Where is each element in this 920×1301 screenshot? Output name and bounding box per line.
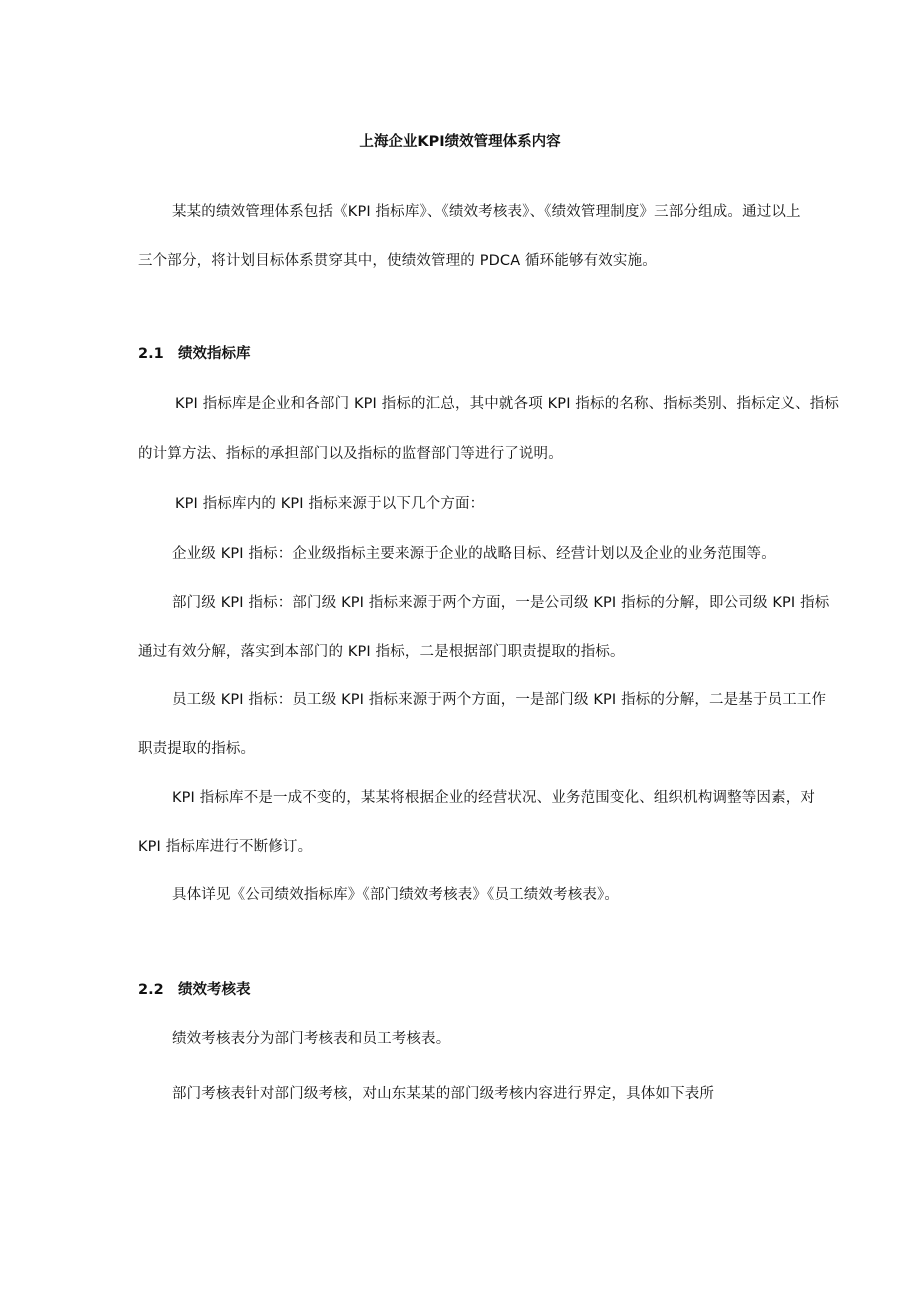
s21-p4-line-2: 通过有效分解，落实到本部门的 KPI 指标，二是根据部门职责提取的指标。 (138, 644, 625, 660)
s21-p4-line-1: 部门级 KPI 指标：部门级 KPI 指标来源于两个方面，一是公司级 KPI 指标的分解，即公司级 KPI 指标 (172, 595, 830, 611)
s21-p3: 企业级 KPI 指标：企业级指标主要来源于企业的战略目标、经营计划以及企业的业务范围等。 (172, 546, 776, 562)
s21-p6-line-1: KPI 指标库不是一成不变的，某某将根据企业的经营状况、业务范围变化、组织机构调整等因素，对 (172, 790, 816, 806)
intro-line-2: 三个部分，将计划目标体系贯穿其中，使绩效管理的 PDCA 循环能够有效实施。 (138, 253, 657, 269)
section-2-2-number: 2.2 (138, 982, 164, 998)
section-2-2-heading (138, 979, 251, 1001)
section-2-1-title: 绩效指标库 (178, 346, 251, 362)
document-title: 上海企业KPI绩效管理体系内容 (359, 134, 561, 150)
s21-p2: KPI 指标库内的 KPI 指标来源于以下几个方面： (175, 496, 485, 512)
intro-line-1: 某某的绩效管理体系包括《KPI 指标库》、《绩效考核表》、《绩效管理制度》三部分组成。通过以上 (172, 204, 801, 220)
s21-p7: 具体详见《公司绩效指标库》《部门绩效考核表》《员工绩效考核表》。 (172, 887, 620, 903)
s22-p1: 绩效考核表分为部门考核表和员工考核表。 (172, 1031, 451, 1047)
s21-p6-line-2: KPI 指标库进行不断修订。 (138, 839, 313, 855)
section-2-2-title: 绩效考核表 (178, 982, 251, 998)
s21-p1-line-1: KPI 指标库是企业和各部门 KPI 指标的汇总，其中就各项 KPI 指标的名称、指标类别、指标定义、指标 (175, 396, 840, 412)
s21-p1-line-2: 的计算方法、指标的承担部门以及指标的监督部门等进行了说明。 (138, 446, 563, 462)
s21-p5-line-1: 员工级 KPI 指标：员工级 KPI 指标来源于两个方面，一是部门级 KPI 指标的分解，二是基于员工工作 (172, 692, 827, 708)
section-2-1-number: 2.1 (138, 346, 164, 362)
s22-p2: 部门考核表针对部门级考核，对山东某某的部门级考核内容进行界定，具体如下表所 (172, 1086, 715, 1102)
s21-p5-line-2: 职责提取的指标。 (138, 741, 256, 757)
section-2-1-heading (138, 343, 251, 365)
